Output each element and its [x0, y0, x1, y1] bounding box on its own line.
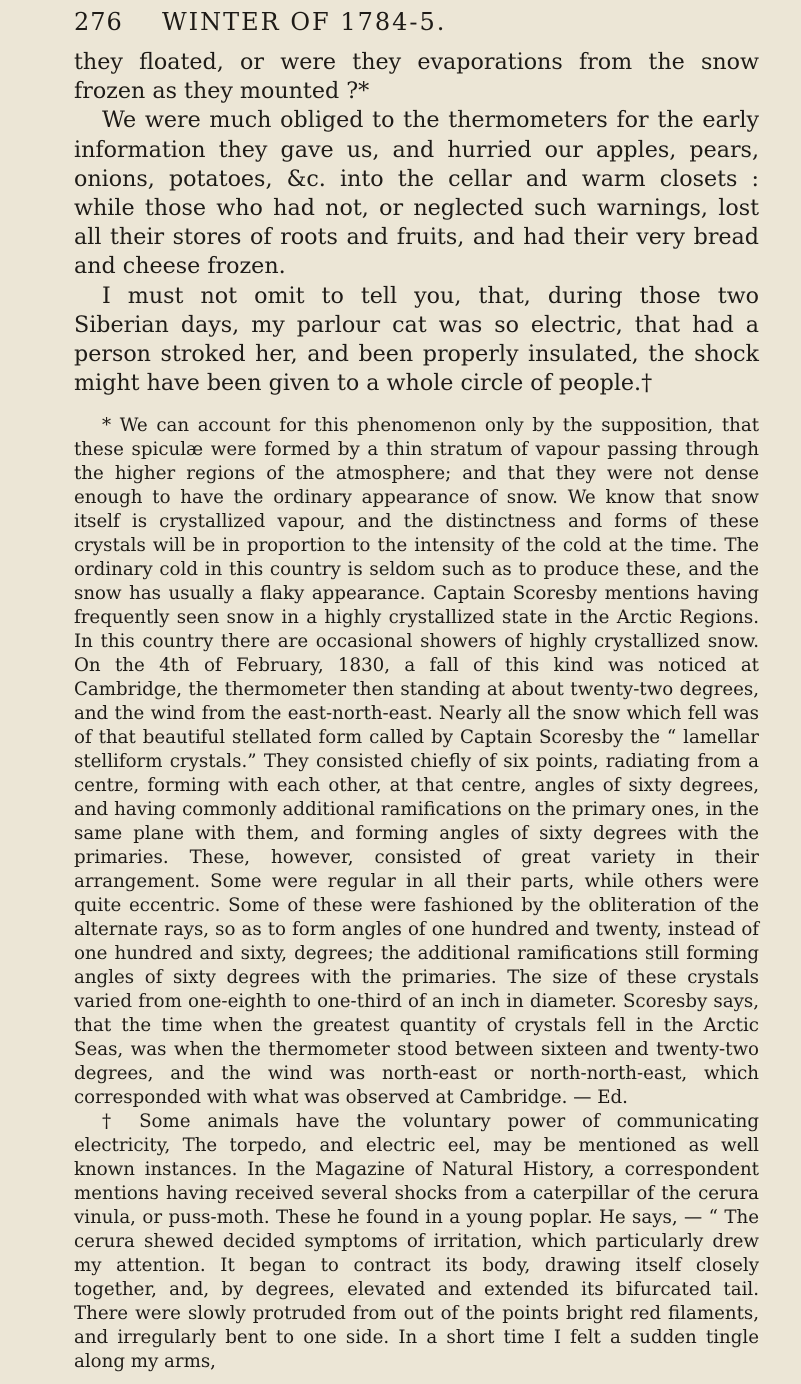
- running-title: WINTER OF 1784-5.: [162, 8, 447, 36]
- paragraph: I must not omit to tell you, that, during those two Siberian days, my parlour cat was so electric, that had a person stroked her, and been properly insulated, the shock might have been given to a whole circle of people.†: [74, 282, 759, 397]
- paragraph: We were much obliged to the thermometers for the early information they gave us, and hurried our apples, pears, onions, potatoes, &c. into the cellar and warm closets : while those who had not, or neglected such warnings, lost all their stores of roots and fruits, and had their very bread and cheese frozen.: [74, 107, 759, 280]
- main-text: [74, 48, 759, 398]
- page-number: 276: [74, 8, 123, 36]
- footnote-star: * We can account for this phenomenon only by the supposition, that these spiculæ were formed by a thin stratum of vapour passing through the higher regions of the atmosphere; and that they were not dense enough to have the ordinary appearance of snow. We know that snow itself is crystallized vapour, and the distinctness and forms of these crystals will be in proportion to the intensity of the cold at the time. The ordinary cold in this country is seldom such as to produce these, and the snow has usually a flaky appearance. Captain Scoresby mentions having frequently seen snow in a highly crystallized state in the Arctic Regions. In this country there are occasional showers of highly crystallized snow. On the 4th of February, 1830, a fall of this kind was noticed at Cambridge, the thermometer then standing at about twenty-two degrees, and the wind from the east-north-east. Nearly all the snow which fell was of that beautiful stellated form called by Captain Scoresby the “ lamellar stelliform crystals.” They consisted chiefly of six points, radiating from a centre, forming with each other, at that centre, angles of sixty degrees, and having commonly additional ramifications on the primary ones, in the same plane with them, and forming angles of sixty degrees with the primaries. These, however, consisted of great variety in their arrangement. Some were regular in all their parts, while others were quite eccentric. Some of these were fashioned by the obliteration of the alternate rays, so as to form angles of one hundred and twenty, instead of one hundred and sixty, degrees; the additional ramifications still forming angles of sixty degrees with the primaries. The size of these crystals varied from one-eighth to one-third of an inch in diameter. Scoresby says, that the time when the greatest quantity of crystals fell in the Arctic Seas, was when the thermometer stood between sixteen and twenty-two degrees, and the wind was north-east or north-north-east, which corresponded with what was observed at Cambridge. — Ed.: [74, 415, 759, 1109]
- paragraph: they floated, or were they evaporations from the snow frozen as they mounted ?*: [74, 49, 759, 105]
- footnote-dagger: † Some animals have the voluntary power of communicating electricity, The torpedo, and electric eel, may be mentioned as well known instances. In the Magazine of Natural History, a correspondent mentions having received several shocks from a caterpillar of the cerura vinula, or puss-moth. These he found in a young poplar. He says, — “ The cerura shewed decided symptoms of irritation, which particularly drew my attention. It began to contract its body, drawing itself closely together, and, by degrees, elevated and extended its bifurcated tail. There were slowly protruded from out of the points bright red filaments, and irregularly bent to one side. In a short time I felt a sudden tingle along my arms,: [74, 1111, 759, 1373]
- running-head: [74, 8, 759, 48]
- footnotes: [74, 414, 759, 1374]
